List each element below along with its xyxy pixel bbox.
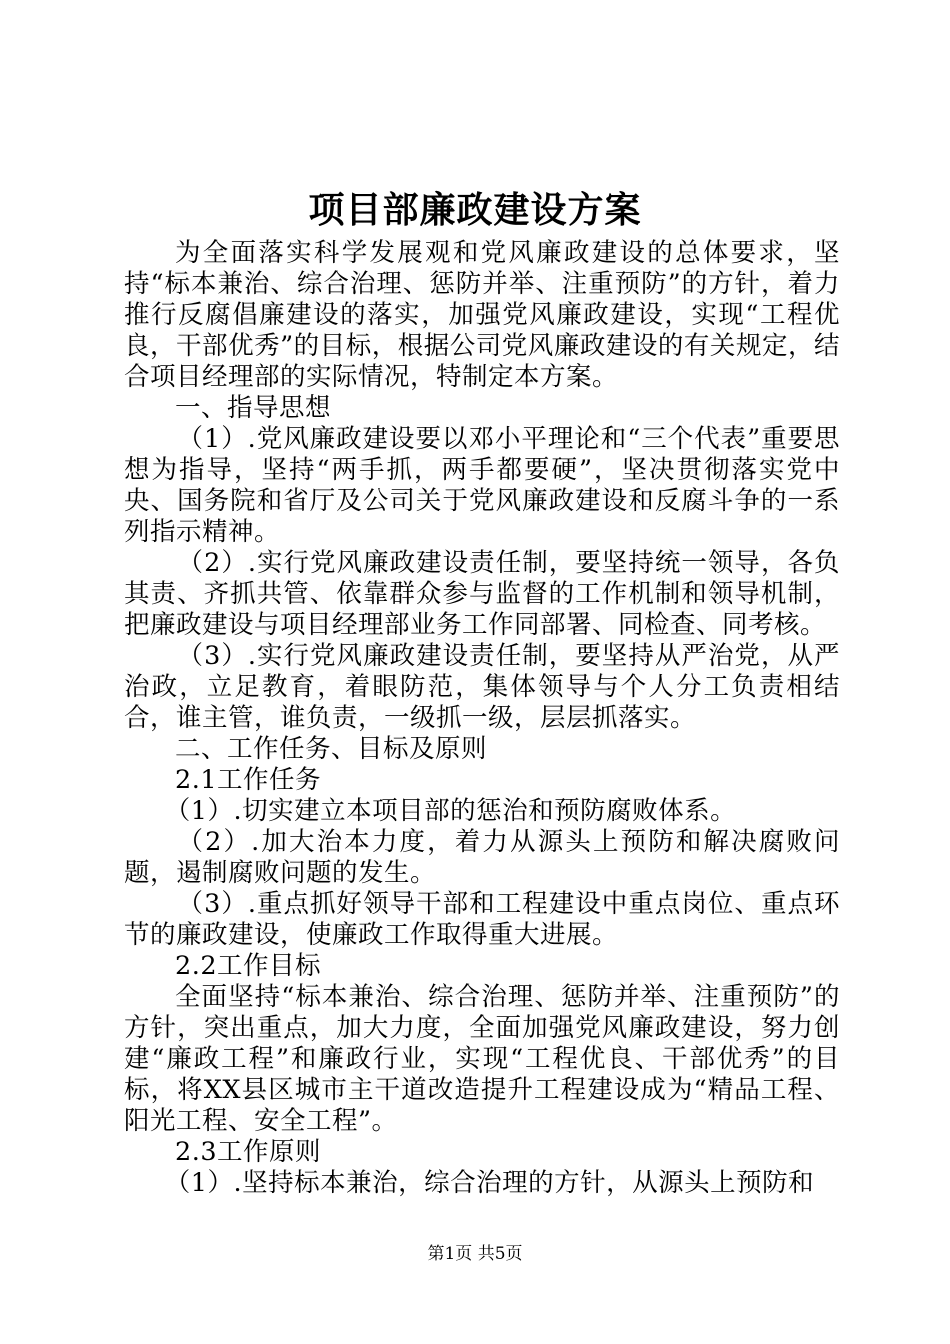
heading-tasks-goals-principles: 二、工作任务、目标及原则 — [175, 734, 488, 764]
paragraph-goals: 全面坚持“标本兼治、综合治理、惩防并举、注重预防”的方针，突出重点，加大力度，全面加强党风廉政建设，努力创建“廉政工程”和廉政行业，实现“工程优良、干部优秀”的目标，将XX县区城市主干道改造提升工程建设成为“精品工程、阳光工程、安全工程”。 — [124, 982, 840, 1136]
paragraph-principle-1: （1）.坚持标本兼治，综合治理的方针，从源头上预防和 — [164, 1168, 815, 1198]
heading-guiding-ideology: 一、指导思想 — [175, 393, 332, 423]
paragraph-intro: 为全面落实科学发展观和党风廉政建设的总体要求，坚持“标本兼治、综合治理、惩防并举、注重预防”的方针，着力推行反腐倡廉建设的落实，加强党风廉政建设，实现“工程优良，干部优秀”的目标，根据公司党风廉政建设的有关规定，结合项目经理部的实际情况，特制定本方案。 — [124, 238, 840, 392]
paragraph-guiding-3: （3）.实行党风廉政建设责任制，要坚持从严治党，从严治政，立足教育，着眼防范，集体领导与个人分工负责相结合，谁主管，谁负责，一级抓一级，层层抓落实。 — [124, 641, 840, 733]
paragraph-guiding-1: （1）.党风廉政建设要以邓小平理论和“三个代表”重要思想为指导，坚持“两手抓，两手都要硬”，坚决贯彻落实党中央、国务院和省厅及公司关于党风廉政建设和反腐斗争的一系列指示精神。 — [124, 424, 840, 547]
heading-work-tasks: 2.1工作任务 — [175, 765, 322, 795]
paragraph-guiding-2: （2）.实行党风廉政建设责任制，要坚持统一领导，各负其责、齐抓共管、依靠群众参与监督的工作机制和领导机制，把廉政建设与项目经理部业务工作同部署、同检查、同考核。 — [124, 548, 840, 640]
heading-work-principles: 2.3工作原则 — [175, 1137, 322, 1167]
paragraph-task-2: （2）.加大治本力度，着力从源头上预防和解决腐败问题，遏制腐败问题的发生。 — [124, 827, 840, 888]
paragraph-task-3: （3）.重点抓好领导干部和工程建设中重点岗位、重点环节的廉政建设，使廉政工作取得重大进展。 — [124, 889, 840, 950]
page-footer: 第1页 共5页 — [427, 1244, 523, 1264]
document-body — [124, 238, 840, 1199]
paragraph-task-1: （1）.切实建立本项目部的惩治和预防腐败体系。 — [164, 796, 737, 826]
document-title: 项目部廉政建设方案 — [308, 189, 642, 231]
heading-work-goals: 2.2工作目标 — [175, 951, 322, 981]
